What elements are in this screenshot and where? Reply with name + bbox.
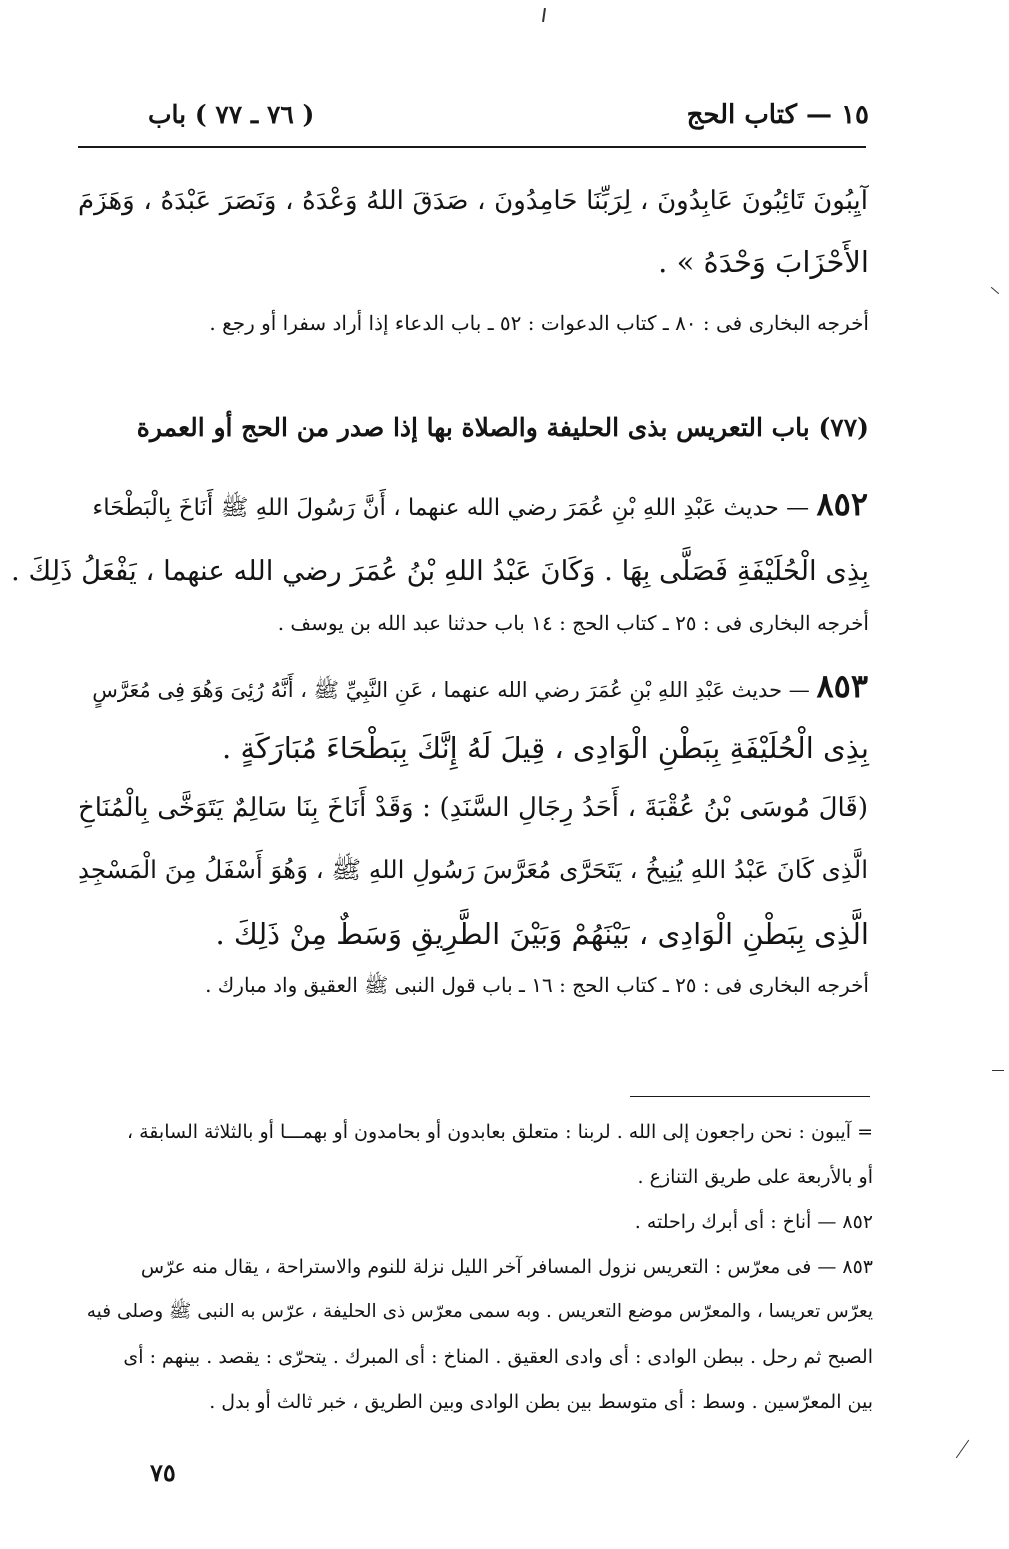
hadith-853-line-4: الَّذِى كَانَ عَبْدُ اللهِ يُنِيخُ ، يَتَحَرَّى مُعَرَّسَ رَسُولِ اللهِ ﷺ ، وَهُوَ أَسْفَلُ مِنَ الْمَسْجِدِ: [78, 855, 868, 884]
passage-line-2: الأَحْزَابَ وَحْدَهُ » .: [658, 245, 869, 279]
hadith-853-line-2: بِذِى الْحُلَيْفَةِ بِبَطْنِ الْوَادِى ، قِيلَ لَهُ إِنَّكَ بِبَطْحَاءَ مُبَارَكَةٍ .: [222, 731, 869, 765]
footnote-1-line-2: أو بالأربعة على طريق التنازع .: [637, 1166, 873, 1188]
running-title-left: ( ٧٦ ـ ٧٧ ) باب: [148, 100, 315, 129]
hadith-852-line-2: بِذِى الْحُلَيْفَةِ فَصَلَّى بِهَا . وَكَانَ عَبْدُ اللهِ بْنُ عُمَرَ رضي الله عنهما ، يَفْعَلُ ذَلِكَ .: [11, 555, 869, 587]
hadith-853-line-1: [78, 667, 868, 705]
chapter-heading: (٧٧) باب التعريس بذى الحليفة والصلاة بها إذا صدر من الحج أو العمرة: [136, 413, 869, 442]
hadith-853-number: ٨٥٣: [816, 667, 868, 705]
footnote-853-line-2: يعرّس تعريسا ، والمعرّس موضع التعريس . وبه سمى معرّس ذى الحليفة ، عرّس به النبى ﷺ وصلى فيه: [86, 1301, 873, 1322]
passage-line-1: آيِبُونَ تَائِبُونَ عَابِدُونَ ، لِرَبِّنَا حَامِدُونَ ، صَدَقَ اللهُ وَعْدَهُ ، وَنَصَرَ عَبْدَهُ ، وَهَزَمَ: [78, 186, 868, 216]
hadith-853-line-3: (قَالَ مُوسَى بْنُ عُقْبَةَ ، أَحَدُ رِجَالِ السَّنَدِ) : وَقَدْ أَنَاخَ بِنَا سَالِمٌ يَتَوَخَّى بِالْمُنَاخِ: [78, 793, 868, 823]
hadith-852-line-1: [78, 485, 868, 523]
passage-source: أخرجه البخارى فى : ٨٠ ـ كتاب الدعوات : ٥٢ ـ باب الدعاء إذا أراد سفرا أو رجع .: [209, 311, 869, 335]
hadith-852-source: أخرجه البخارى فى : ٢٥ ـ كتاب الحج : ١٤ باب حدثنا عبد الله بن يوسف .: [277, 611, 869, 635]
page-number: ٧٥: [150, 1458, 176, 1487]
hadith-853-source: أخرجه البخارى فى : ٢٥ ـ كتاب الحج : ١٦ ـ باب قول النبى ﷺ العقيق واد مبارك .: [205, 973, 869, 997]
footnote-852: ٨٥٢ — أناخ : أى أبرك راحلته .: [634, 1211, 873, 1233]
running-title-right: ١٥ — كتاب الحج: [686, 100, 869, 130]
footnote-853-line-1: ٨٥٣ — فى معرّس : التعريس نزول المسافر آخر الليل نزلة للنوم والاستراحة ، يقال منه عرّس: [140, 1256, 873, 1278]
footnote-853-line-4: بين المعرّسين . وسط : أى متوسط بين بطن الوادى وبين الطريق ، خبر ثالث أو بدل .: [209, 1391, 873, 1413]
hadith-852-text-1: — حديث عَبْدِ اللهِ بْنِ عُمَرَ رضي الله عنهما ، أَنَّ رَسُولَ اللهِ ﷺ أَنَاخَ بِالْبَطْحَاء: [92, 495, 810, 521]
footnote-rule: [630, 1096, 870, 1097]
footnote-1-line-1: = آيبون : نحن راجعون إلى الله . لربنا : متعلق بعابدون أو بحامدون أو بهمـــا أو بالثلاثة السابقة ،: [126, 1121, 873, 1143]
scan-mark: [991, 287, 999, 294]
scan-mark: [956, 1440, 969, 1459]
hadith-853-text-1: — حديث عَبْدِ اللهِ بْنِ عُمَرَ رضي الله عنهما ، عَنِ النَّبِيِّ ﷺ ، أَنَّهُ رُئِىَ وَهُوَ فِى مُعَرَّسٍ: [92, 678, 810, 702]
hadith-852-number: ٨٥٢: [816, 485, 868, 523]
footnote-853-line-3: الصبح ثم رحل . ببطن الوادى : أى وادى العقيق . المناخ : أى المبرك . يتحرّى : يقصد . بينهم : أى: [123, 1346, 873, 1368]
header-rule: [78, 146, 866, 148]
scan-mark: [992, 1070, 1004, 1071]
hadith-853-line-5: الَّذِى بِبَطْنِ الْوَادِى ، بَيْنَهُمْ وَبَيْنَ الطَّرِيقِ وَسَطٌ مِنْ ذَلِكَ .: [215, 917, 869, 951]
scan-mark: [542, 8, 546, 22]
